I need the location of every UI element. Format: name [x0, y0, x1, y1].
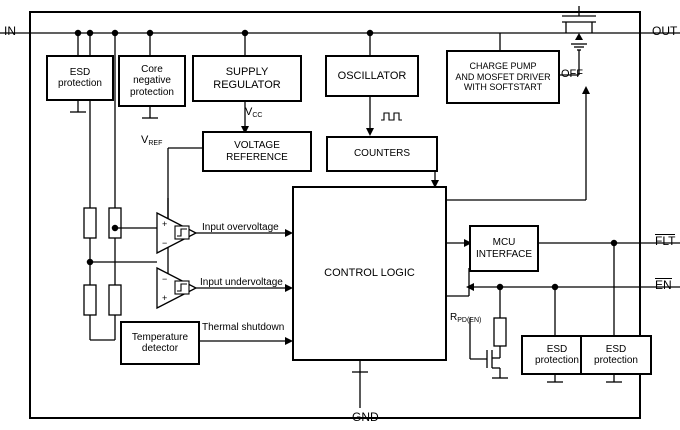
block-esd-protection-bottom-2 — [580, 335, 652, 375]
svg-text:−: − — [162, 274, 168, 284]
block-charge-pump — [446, 50, 560, 104]
block-label: protection — [130, 86, 174, 98]
pin-label-gnd: GND — [352, 410, 379, 424]
block-label: Temperature — [131, 331, 189, 343]
block-temperature-detector — [120, 321, 200, 365]
pin-label-in: IN — [4, 24, 16, 38]
block-label: detector — [141, 343, 179, 354]
signal-label-input-overvoltage: Input overvoltage — [202, 222, 279, 233]
block-label: REGULATOR — [213, 78, 281, 91]
block-label: Core — [141, 63, 163, 75]
block-label: ESD — [605, 343, 627, 355]
in-rail-taps — [75, 30, 500, 55]
block-voltage-reference — [202, 131, 312, 172]
block-oscillator — [325, 55, 419, 97]
block-label: CONTROL LOGIC — [324, 267, 415, 280]
signal-label-vref: $V_{REF}$ — [141, 134, 163, 147]
comparator-undervoltage — [157, 268, 293, 308]
comparator-overvoltage — [157, 213, 293, 253]
block-label: SUPPLY — [225, 65, 269, 78]
oscillator-to-counters — [366, 93, 374, 136]
gnd-net — [352, 357, 368, 408]
en-pulldown-network — [470, 318, 508, 378]
block-label: VOLTAGE — [234, 140, 280, 151]
block-counters — [326, 136, 438, 172]
block-label: CHARGE PUMP — [469, 61, 537, 72]
block-core-negative-protection — [118, 55, 186, 107]
clock-waveform-icon — [381, 113, 402, 120]
thermal-shutdown-net — [196, 337, 293, 345]
block-label: protection — [594, 355, 638, 366]
svg-text:+: + — [162, 293, 168, 303]
block-label: WITH SOFTSTART — [463, 82, 543, 93]
signal-label-thermal-shutdown: Thermal shutdown — [202, 322, 285, 333]
pin-label-en: EN — [655, 278, 672, 292]
svg-text:+: + — [162, 219, 168, 229]
block-label: protection — [535, 355, 579, 366]
block-label: REFERENCE — [226, 151, 288, 163]
block-esd-protection-left — [46, 55, 114, 101]
block-label: MCU — [492, 237, 516, 248]
svg-text:−: − — [162, 238, 168, 248]
block-supply-regulator — [192, 55, 302, 102]
block-label: protection — [58, 78, 102, 89]
pin-label-flt: FLT — [655, 234, 676, 248]
block-label: ESD — [546, 343, 568, 355]
block-label: COUNTERS — [353, 148, 411, 160]
block-label: INTERFACE — [475, 248, 533, 260]
signal-label-rpd-en: $R_{PD(EN)}$ — [450, 312, 482, 324]
block-label: AND MOSFET DRIVER — [455, 71, 551, 82]
block-label: ESD — [69, 66, 91, 78]
block-label: OSCILLATOR — [337, 69, 407, 82]
signal-label-vcc: $V_{CC}$ — [245, 106, 263, 119]
block-mcu-interface — [469, 225, 539, 272]
pin-label-out: OUT — [652, 24, 678, 38]
signal-label-off: OFF — [561, 68, 583, 80]
block-control-logic — [292, 186, 447, 361]
block-label: negative — [133, 75, 171, 87]
signal-label-input-undervoltage: Input undervoltage — [200, 277, 283, 288]
